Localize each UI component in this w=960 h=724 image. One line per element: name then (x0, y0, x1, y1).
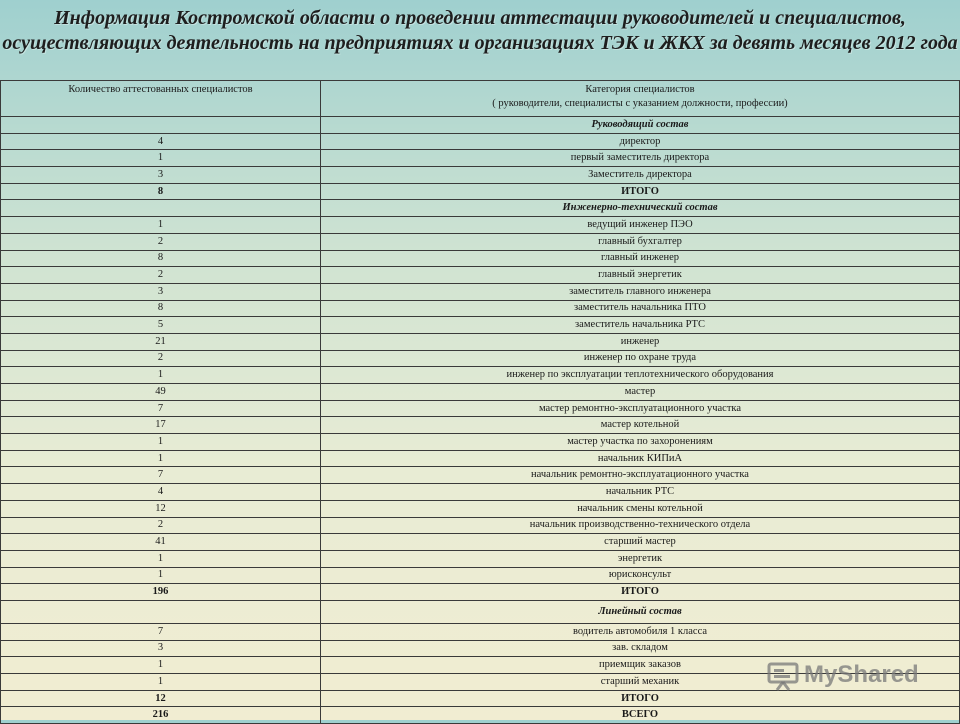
table-header-row (1, 81, 960, 117)
count-cell: 1 (1, 567, 321, 584)
category-cell: заместитель начальника ПТО (321, 300, 960, 317)
count-cell: 12 (1, 690, 321, 707)
table-row (1, 150, 960, 167)
total-row (1, 707, 960, 724)
count-cell: 8 (1, 300, 321, 317)
category-cell: ведущий инженер ПЭО (321, 217, 960, 234)
table-row (1, 300, 960, 317)
category-cell: инженер по эксплуатации теплотехнического оборудования (321, 367, 960, 384)
category-cell: старший механик (321, 674, 960, 691)
count-cell: 2 (1, 517, 321, 534)
table-row (1, 623, 960, 640)
table-row (1, 233, 960, 250)
table-row (1, 317, 960, 334)
table-row (1, 283, 960, 300)
table-row (1, 217, 960, 234)
total-row (1, 183, 960, 200)
category-cell: юрисконсульт (321, 567, 960, 584)
count-cell: 41 (1, 534, 321, 551)
count-cell: 2 (1, 350, 321, 367)
category-cell: приемщик заказов (321, 657, 960, 674)
category-cell: главный бухгалтер (321, 233, 960, 250)
category-cell: Линейный состав (321, 600, 960, 623)
count-cell: 17 (1, 417, 321, 434)
category-cell: мастер участка по захоронениям (321, 434, 960, 451)
count-cell: 8 (1, 250, 321, 267)
category-header-line2: ( руководители, специалисты с указанием должности, профессии) (492, 98, 788, 109)
table-row (1, 517, 960, 534)
table-row (1, 333, 960, 350)
total-row (1, 690, 960, 707)
section-row (1, 117, 960, 134)
table-row (1, 434, 960, 451)
category-cell: директор (321, 133, 960, 150)
count-cell: 3 (1, 640, 321, 657)
attestation-table (0, 80, 960, 724)
table-row (1, 167, 960, 184)
table-row (1, 367, 960, 384)
table-row (1, 267, 960, 284)
table-row (1, 384, 960, 401)
count-cell: 4 (1, 484, 321, 501)
count-cell: 5 (1, 317, 321, 334)
count-cell: 12 (1, 500, 321, 517)
count-cell: 21 (1, 333, 321, 350)
count-cell: 2 (1, 233, 321, 250)
count-cell (1, 200, 321, 217)
table-row (1, 534, 960, 551)
table-row (1, 550, 960, 567)
count-cell: 3 (1, 167, 321, 184)
table-row (1, 250, 960, 267)
category-cell: ИТОГО (321, 183, 960, 200)
category-cell: мастер ремонтно-эксплуатационного участка (321, 400, 960, 417)
table-row (1, 417, 960, 434)
count-cell: 3 (1, 283, 321, 300)
count-cell: 1 (1, 434, 321, 451)
category-cell: старший мастер (321, 534, 960, 551)
category-cell: главный инженер (321, 250, 960, 267)
category-cell: заместитель начальника РТС (321, 317, 960, 334)
count-cell: 1 (1, 150, 321, 167)
category-cell: зав. складом (321, 640, 960, 657)
category-cell: Руководящий состав (321, 117, 960, 134)
count-cell: 2 (1, 267, 321, 284)
category-cell: начальник РТС (321, 484, 960, 501)
section-row (1, 600, 960, 623)
table-row (1, 133, 960, 150)
count-cell: 4 (1, 133, 321, 150)
category-cell: мастер (321, 384, 960, 401)
count-column-header: Количество аттестованных специалистов (1, 81, 321, 117)
category-cell: первый заместитель директора (321, 150, 960, 167)
count-cell: 1 (1, 550, 321, 567)
category-column-header (321, 81, 960, 117)
table-row (1, 567, 960, 584)
category-cell: главный энергетик (321, 267, 960, 284)
count-cell: 7 (1, 623, 321, 640)
watermark-text: MyShared (804, 661, 919, 688)
count-cell: 216 (1, 707, 321, 724)
category-cell: мастер котельной (321, 417, 960, 434)
category-header-line1: Категория специалистов (585, 84, 695, 95)
total-row (1, 584, 960, 601)
count-cell: 1 (1, 657, 321, 674)
table-row (1, 450, 960, 467)
presentation-icon (766, 658, 800, 692)
table-row (1, 400, 960, 417)
count-cell (1, 117, 321, 134)
count-cell: 1 (1, 367, 321, 384)
category-cell: начальник ремонтно-эксплуатационного участка (321, 467, 960, 484)
category-cell: заместитель главного инженера (321, 283, 960, 300)
count-cell: 1 (1, 674, 321, 691)
table-row (1, 640, 960, 657)
count-cell: 8 (1, 183, 321, 200)
table-row (1, 350, 960, 367)
table-row (1, 467, 960, 484)
category-cell: Заместитель директора (321, 167, 960, 184)
category-cell: начальник производственно-технического отдела (321, 517, 960, 534)
count-cell: 7 (1, 467, 321, 484)
category-cell: ВСЕГО (321, 707, 960, 724)
count-cell: 49 (1, 384, 321, 401)
count-cell: 1 (1, 217, 321, 234)
category-cell: водитель автомобиля 1 класса (321, 623, 960, 640)
category-cell: ИТОГО (321, 584, 960, 601)
category-cell: энергетик (321, 550, 960, 567)
category-cell: ИТОГО (321, 690, 960, 707)
watermark (766, 658, 919, 692)
count-cell: 196 (1, 584, 321, 601)
category-cell: инженер (321, 333, 960, 350)
category-cell: начальник КИПиА (321, 450, 960, 467)
table-row (1, 500, 960, 517)
category-cell: Инженерно-технический состав (321, 200, 960, 217)
count-cell: 1 (1, 450, 321, 467)
category-cell: инженер по охране труда (321, 350, 960, 367)
section-row (1, 200, 960, 217)
count-cell (1, 600, 321, 623)
page-title: Информация Костромской области о проведении аттестации руководителей и специалистов, осуществляющих деятельность на предприятиях и организациях ТЭК и ЖКХ за девять месяцев 2012 года (2, 7, 958, 54)
category-cell: начальник смены котельной (321, 500, 960, 517)
count-cell: 7 (1, 400, 321, 417)
table-row (1, 484, 960, 501)
